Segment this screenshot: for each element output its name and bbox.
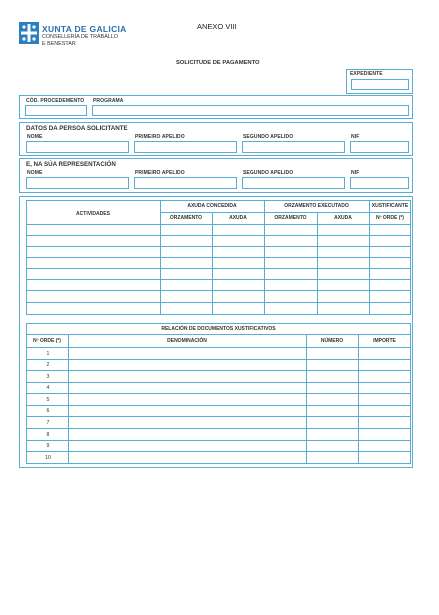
org-name: XUNTA DE GALICIA [42,24,127,34]
doc-row-number: 7 [46,420,50,426]
expediente-field[interactable] [351,79,409,90]
representative-nif-field[interactable] [350,177,409,189]
activities-header: ACTIVIDADES [76,211,110,217]
representative-first-surname-field[interactable] [134,177,237,189]
applicant-second-surname-label: SEGUNDO APELIDO [243,134,294,140]
justifying-header: XUSTIFICANTE [371,203,409,209]
applicant-name-field[interactable] [26,141,129,153]
doc-number-header: NÚMERO [320,338,344,344]
granted-aid-header: AXUDA CONCEDIDA [187,203,237,209]
order-number-subheader: Nº ORDE (*) [376,215,404,221]
documents-table-title: RELACIÓN DE DOCUMENTOS XUSTIFICATIVOS [161,326,276,332]
applicant-nif-label: NIF [351,134,360,140]
granted-aid-subheader: AXUDA [229,215,247,221]
document-title: SOLICITUDE DE PAGAMENTO [176,60,260,66]
doc-row-number: 3 [46,374,50,380]
doc-row-number: 2 [46,362,50,368]
doc-row-number: 6 [46,408,50,414]
procedure-code-field[interactable] [25,105,87,116]
annex-label: ANEXO VIII [197,22,237,31]
executed-aid-subheader: AXUDA [334,215,352,221]
doc-denomination-header: DENOMINACIÓN [167,338,207,344]
executed-budget-header: ORZAMENTO EXECUTADO [284,203,349,209]
representative-first-surname-label: PRIMEIRO APELIDO [135,170,185,176]
representative-second-surname-field[interactable] [242,177,345,189]
doc-amount-header: IMPORTE [373,338,396,344]
representative-second-surname-label: SEGUNDO APELIDO [243,170,294,176]
procedure-code-label: CÓD. PROCEDEMENTO [26,98,85,104]
doc-row-number: 4 [46,385,50,391]
representative-title: E, NA SÚA REPRESENTACIÓN [26,161,116,168]
galician-cross-logo-icon [19,22,39,44]
representative-name-label: NOME [27,170,43,176]
applicant-first-surname-field[interactable] [134,141,237,153]
representative-name-field[interactable] [26,177,129,189]
org-department-line1: CONSELLERÍA DE TRABALLO [42,34,118,40]
doc-row-number: 8 [46,432,50,438]
doc-row-number: 1 [46,351,50,357]
applicant-second-surname-field[interactable] [242,141,345,153]
program-label: PROGRAMA [93,98,124,104]
applicant-title: DATOS DA PERSOA SOLICITANTE [26,125,128,132]
org-department-line2: E BENESTAR [42,41,76,47]
applicant-first-surname-label: PRIMEIRO APELIDO [135,134,185,140]
executed-budget-subheader: ORZAMENTO [274,215,307,221]
applicant-nif-field[interactable] [350,141,409,153]
doc-order-header: Nº ORDE (*) [33,338,61,344]
doc-row-number: 5 [46,397,50,403]
granted-budget-subheader: ORZAMENTO [169,215,203,221]
representative-nif-label: NIF [351,170,360,176]
program-field[interactable] [92,105,409,116]
doc-row-number: 9 [46,443,50,449]
doc-row-number: 10 [45,455,51,461]
applicant-name-label: NOME [27,134,43,140]
expediente-label: EXPEDIENTE [350,71,383,77]
